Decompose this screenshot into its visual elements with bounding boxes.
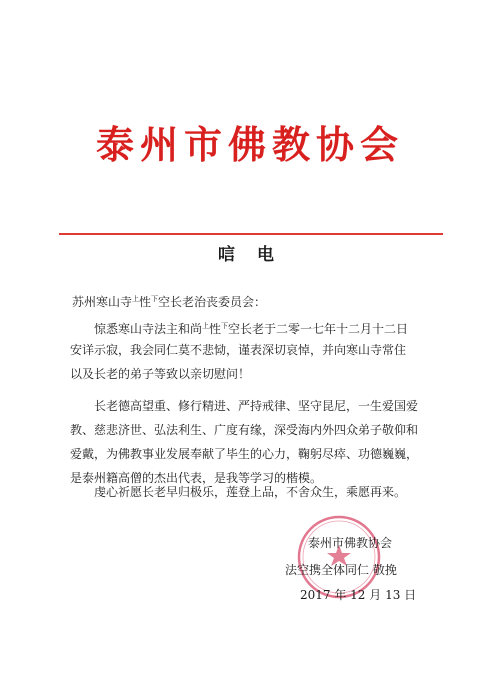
signature-org: 泰州市佛教协会 [308, 536, 393, 550]
paragraph-1-line-1 [94, 318, 408, 337]
document-title: 唁 电 [218, 245, 282, 265]
paragraph-2-line-4: 是泰州籍高僧的杰出代表，是我等学习的楷模。 [70, 471, 323, 485]
paragraph-1-line-2: 安详示寂，我会同仁莫不悲恸，谨表深切哀悼，并向寒山寺常住 [70, 343, 407, 357]
paragraph-2-line-3: 爱戴，为佛教事业发展奉献了毕生的心力，鞠躬尽瘁、功德巍巍， [70, 447, 419, 461]
signature-senders: 法空携全体同仁 敬挽 [285, 563, 397, 577]
paragraph-1-sup-2: 下 [221, 322, 229, 330]
paragraph-2-line-1: 长老德高望重、修行精进、严持戒律、坚守昆尼，一生爱国爱 [94, 399, 419, 413]
paragraph-1-line-3: 以及长老的弟子等致以亲切慰问！ [70, 367, 251, 381]
addressee-start: 苏州寒山寺 [72, 295, 133, 309]
addressee-line [72, 291, 432, 310]
addressee-mid: 性 [139, 295, 152, 309]
signature-date: 2017 年 12 月 13 日 [300, 588, 417, 602]
paragraph-1-part-b: 空长老于二零一七年十二月十二日 [228, 322, 409, 336]
paragraph-2-line-2: 教、慈悲济世、弘法利生、广度有缘，深受海内外四众弟子敬仰和 [70, 423, 419, 437]
paragraph-1-part-a: 惊悉寒山寺法主和尚 [94, 322, 203, 336]
addressee-sup-1: 上 [132, 295, 140, 303]
letterhead-title: 泰州市佛教协会 [95, 122, 404, 167]
addressee-end: 空长老治丧委员会： [158, 295, 267, 309]
paragraph-1-mid: 性 [209, 322, 222, 336]
paragraph-1-sup-1: 上 [202, 322, 210, 330]
letterhead-divider [59, 233, 443, 235]
paragraph-3-line-1: 虔心祈愿长老早归极乐，莲登上品，不舍众生，乘愿再来。 [94, 485, 407, 499]
addressee-sup-2: 下 [151, 295, 159, 303]
